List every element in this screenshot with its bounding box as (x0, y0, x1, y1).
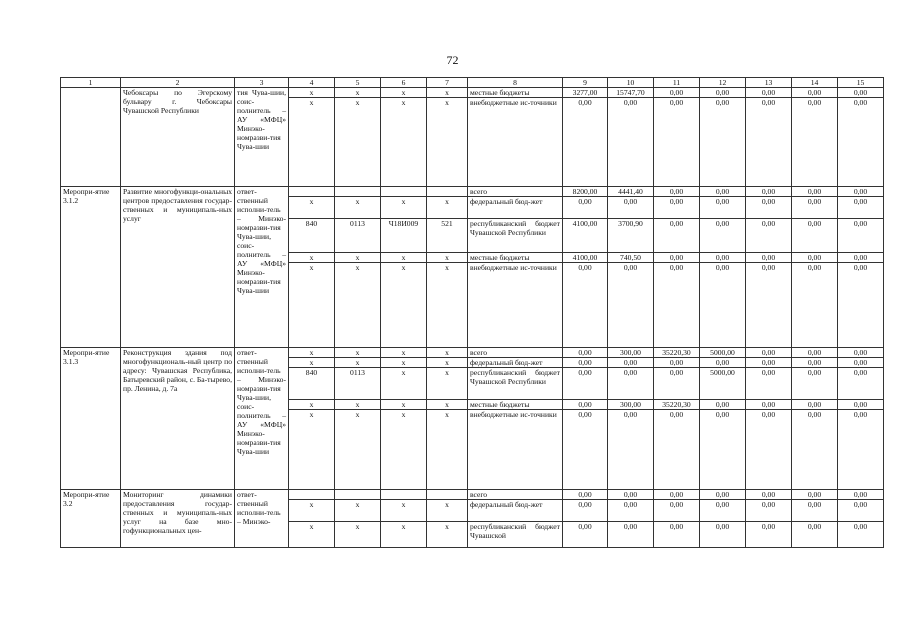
section-code-cell: x (335, 263, 381, 348)
section-code-cell: x (335, 400, 381, 410)
target-article-cell: x (381, 400, 427, 410)
gov-code-cell: x (289, 253, 335, 263)
amount-cell-13: 0,00 (746, 219, 792, 253)
amount-cell-10: 300,00 (608, 348, 654, 358)
amount-cell-13: 0,00 (746, 187, 792, 197)
amount-cell-12: 0,00 (700, 88, 746, 98)
amount-cell-14: 0,00 (792, 197, 838, 219)
amount-cell-15: 0,00 (838, 500, 884, 522)
amount-cell-12: 0,00 (700, 98, 746, 187)
section-code-cell: 0113 (335, 219, 381, 253)
expense-type-cell (427, 490, 468, 500)
header-cell-6: 6 (381, 78, 427, 88)
amount-cell-11: 0,00 (654, 253, 700, 263)
expense-type-cell: x (427, 522, 468, 548)
gov-code-cell: x (289, 197, 335, 219)
section-code-cell: x (335, 500, 381, 522)
header-cell-9: 9 (563, 78, 608, 88)
funding-source-cell: республиканский бюджет Чувашской Республики (468, 368, 563, 400)
expense-type-cell: x (427, 88, 468, 98)
funding-source-cell: федеральный бюд-жет (468, 500, 563, 522)
amount-cell-15: 0,00 (838, 348, 884, 358)
budget-table (60, 77, 884, 548)
target-article-cell: Ч18И009 (381, 219, 427, 253)
amount-cell-15: 0,00 (838, 522, 884, 548)
gov-code-cell: x (289, 348, 335, 358)
expense-type-cell: x (427, 253, 468, 263)
amount-cell-13: 0,00 (746, 197, 792, 219)
amount-cell-10: 0,00 (608, 490, 654, 500)
amount-cell-9: 0,00 (563, 197, 608, 219)
amount-cell-15: 0,00 (838, 358, 884, 368)
amount-cell-10: 0,00 (608, 368, 654, 400)
amount-cell-10: 0,00 (608, 500, 654, 522)
header-cell-11: 11 (654, 78, 700, 88)
amount-cell-11: 0,00 (654, 88, 700, 98)
funding-source-cell: всего (468, 187, 563, 197)
funding-source-cell: республиканский бюджет Чувашской (468, 522, 563, 548)
amount-cell-10: 0,00 (608, 522, 654, 548)
amount-cell-14: 0,00 (792, 88, 838, 98)
header-cell-1: 1 (61, 78, 121, 88)
gov-code-cell: 840 (289, 219, 335, 253)
target-article-cell (381, 187, 427, 197)
executor-cell: ответ-ственный исполни-тель – Минэко-номразви-тия Чува-шии, соис-полнитель – АУ «МФЦ» Минэко-номразви-тия Чува-шии (235, 348, 289, 490)
amount-cell-13: 0,00 (746, 368, 792, 400)
amount-cell-9: 0,00 (563, 368, 608, 400)
amount-cell-13: 0,00 (746, 500, 792, 522)
funding-source-cell: республиканский бюджет Чувашской Республики (468, 219, 563, 253)
expense-type-cell: x (427, 358, 468, 368)
amount-cell-14: 0,00 (792, 219, 838, 253)
amount-cell-9: 0,00 (563, 500, 608, 522)
section-code-cell: x (335, 253, 381, 263)
header-cell-12: 12 (700, 78, 746, 88)
table-row (61, 187, 884, 197)
funding-source-cell: внебюджетные ис-точники (468, 263, 563, 348)
page-number: 72 (446, 53, 459, 67)
amount-cell-15: 0,00 (838, 400, 884, 410)
amount-cell-11: 0,00 (654, 410, 700, 490)
amount-cell-15: 0,00 (838, 490, 884, 500)
expense-type-cell: x (427, 368, 468, 400)
amount-cell-14: 0,00 (792, 368, 838, 400)
amount-cell-12: 0,00 (700, 500, 746, 522)
amount-cell-9: 0,00 (563, 410, 608, 490)
amount-cell-12: 5000,00 (700, 348, 746, 358)
amount-cell-10: 0,00 (608, 358, 654, 368)
amount-cell-12: 0,00 (700, 219, 746, 253)
amount-cell-9: 0,00 (563, 348, 608, 358)
header-cell-7: 7 (427, 78, 468, 88)
header-cell-10: 10 (608, 78, 654, 88)
amount-cell-14: 0,00 (792, 98, 838, 187)
funding-source-cell: местные бюджеты (468, 253, 563, 263)
amount-cell-14: 0,00 (792, 348, 838, 358)
expense-type-cell: x (427, 348, 468, 358)
amount-cell-11: 0,00 (654, 187, 700, 197)
amount-cell-10: 0,00 (608, 410, 654, 490)
expense-type-cell (427, 187, 468, 197)
executor-cell: тия Чува-шии, соис-полнитель – АУ «МФЦ» Минэко-номразви-тия Чува-шии (235, 88, 289, 187)
amount-cell-11: 0,00 (654, 522, 700, 548)
header-cell-15: 15 (838, 78, 884, 88)
amount-cell-11: 0,00 (654, 368, 700, 400)
amount-cell-11: 0,00 (654, 98, 700, 187)
amount-cell-12: 5000,00 (700, 368, 746, 400)
header-cell-13: 13 (746, 78, 792, 88)
amount-cell-9: 0,00 (563, 358, 608, 368)
header-cell-5: 5 (335, 78, 381, 88)
event-name-cell: Реконструкция здания под многофункциональ-ный центр по адресу: Чувашская Республика, Батыревский район, с. Ба-тырево, пр. Ленина, д. 7а (121, 348, 235, 490)
amount-cell-12: 0,00 (700, 263, 746, 348)
amount-cell-11: 0,00 (654, 490, 700, 500)
amount-cell-10: 3700,90 (608, 219, 654, 253)
expense-type-cell: x (427, 410, 468, 490)
amount-cell-13: 0,00 (746, 263, 792, 348)
amount-cell-11: 0,00 (654, 358, 700, 368)
amount-cell-15: 0,00 (838, 368, 884, 400)
target-article-cell: x (381, 98, 427, 187)
gov-code-cell (289, 490, 335, 500)
section-code-cell (335, 490, 381, 500)
expense-type-cell: x (427, 197, 468, 219)
amount-cell-15: 0,00 (838, 263, 884, 348)
header-cell-3: 3 (235, 78, 289, 88)
amount-cell-9: 8200,00 (563, 187, 608, 197)
gov-code-cell: x (289, 98, 335, 187)
target-article-cell: x (381, 88, 427, 98)
amount-cell-13: 0,00 (746, 358, 792, 368)
amount-cell-10: 740,50 (608, 253, 654, 263)
header-cell-14: 14 (792, 78, 838, 88)
amount-cell-11: 35220,30 (654, 348, 700, 358)
amount-cell-14: 0,00 (792, 187, 838, 197)
expense-type-cell: x (427, 263, 468, 348)
event-number-cell: Меропри-ятие 3.1.2 (61, 187, 121, 348)
amount-cell-9: 0,00 (563, 263, 608, 348)
executor-cell: ответ-ственный исполни-тель – Минэко-номразви-тия Чува-шии, соис-полнитель – АУ «МФЦ» Минэко-номразви-тия Чува-шии (235, 187, 289, 348)
target-article-cell: x (381, 348, 427, 358)
funding-source-cell: внебюджетные ис-точники (468, 410, 563, 490)
target-article-cell: x (381, 368, 427, 400)
funding-source-cell: местные бюджеты (468, 88, 563, 98)
amount-cell-12: 0,00 (700, 187, 746, 197)
amount-cell-15: 0,00 (838, 88, 884, 98)
section-code-cell: x (335, 410, 381, 490)
event-name-cell: Мониторинг динамики предоставления государ-ственных и муниципаль-ных услуг на базе мно-гофункциональных цен- (121, 490, 235, 548)
amount-cell-15: 0,00 (838, 410, 884, 490)
gov-code-cell: x (289, 500, 335, 522)
amount-cell-13: 0,00 (746, 522, 792, 548)
target-article-cell: x (381, 410, 427, 490)
target-article-cell: x (381, 253, 427, 263)
amount-cell-15: 0,00 (838, 197, 884, 219)
amount-cell-13: 0,00 (746, 88, 792, 98)
gov-code-cell: x (289, 88, 335, 98)
amount-cell-12: 0,00 (700, 490, 746, 500)
target-article-cell: x (381, 500, 427, 522)
amount-cell-13: 0,00 (746, 348, 792, 358)
amount-cell-15: 0,00 (838, 98, 884, 187)
gov-code-cell: x (289, 522, 335, 548)
executor-cell: ответ-ственный исполни-тель – Минэко- (235, 490, 289, 548)
amount-cell-14: 0,00 (792, 400, 838, 410)
section-code-cell: x (335, 358, 381, 368)
funding-source-cell: всего (468, 490, 563, 500)
funding-source-cell: федеральный бюд-жет (468, 197, 563, 219)
target-article-cell: x (381, 263, 427, 348)
amount-cell-10: 0,00 (608, 197, 654, 219)
section-code-cell: x (335, 88, 381, 98)
target-article-cell: x (381, 197, 427, 219)
header-row (61, 78, 884, 88)
amount-cell-10: 4441,40 (608, 187, 654, 197)
expense-type-cell: x (427, 98, 468, 187)
amount-cell-15: 0,00 (838, 219, 884, 253)
amount-cell-12: 0,00 (700, 410, 746, 490)
header-cell-4: 4 (289, 78, 335, 88)
amount-cell-9: 4100,00 (563, 219, 608, 253)
gov-code-cell: x (289, 263, 335, 348)
gov-code-cell: x (289, 410, 335, 490)
section-code-cell: x (335, 522, 381, 548)
amount-cell-12: 0,00 (700, 253, 746, 263)
expense-type-cell: 521 (427, 219, 468, 253)
target-article-cell: x (381, 358, 427, 368)
amount-cell-10: 300,00 (608, 400, 654, 410)
expense-type-cell: x (427, 400, 468, 410)
amount-cell-14: 0,00 (792, 263, 838, 348)
event-number-cell: Меропри-ятие 3.1.3 (61, 348, 121, 490)
amount-cell-13: 0,00 (746, 490, 792, 500)
amount-cell-15: 0,00 (838, 187, 884, 197)
amount-cell-13: 0,00 (746, 410, 792, 490)
funding-source-cell: местные бюджеты (468, 400, 563, 410)
event-number-cell: Меропри-ятие 3.2 (61, 490, 121, 548)
amount-cell-14: 0,00 (792, 358, 838, 368)
amount-cell-9: 0,00 (563, 98, 608, 187)
gov-code-cell: x (289, 358, 335, 368)
funding-source-cell: всего (468, 348, 563, 358)
amount-cell-10: 0,00 (608, 98, 654, 187)
amount-cell-12: 0,00 (700, 358, 746, 368)
amount-cell-15: 0,00 (838, 253, 884, 263)
amount-cell-13: 0,00 (746, 253, 792, 263)
amount-cell-12: 0,00 (700, 522, 746, 548)
amount-cell-9: 0,00 (563, 400, 608, 410)
expense-type-cell: x (427, 500, 468, 522)
funding-source-cell: внебюджетные ис-точники (468, 98, 563, 187)
amount-cell-14: 0,00 (792, 253, 838, 263)
table-row (61, 490, 884, 500)
amount-cell-11: 0,00 (654, 500, 700, 522)
amount-cell-9: 4100,00 (563, 253, 608, 263)
amount-cell-14: 0,00 (792, 490, 838, 500)
amount-cell-11: 35220,30 (654, 400, 700, 410)
gov-code-cell (289, 187, 335, 197)
target-article-cell: x (381, 522, 427, 548)
amount-cell-9: 3277,00 (563, 88, 608, 98)
header-cell-2: 2 (121, 78, 235, 88)
amount-cell-14: 0,00 (792, 522, 838, 548)
gov-code-cell: x (289, 400, 335, 410)
amount-cell-11: 0,00 (654, 219, 700, 253)
table-row (61, 88, 884, 98)
header-cell-8: 8 (468, 78, 563, 88)
amount-cell-13: 0,00 (746, 98, 792, 187)
event-name-cell: Чебоксары по Эгерскому бульвару г. Чебоксары Чувашской Республики (121, 88, 235, 187)
target-article-cell (381, 490, 427, 500)
event-name-cell: Развитие многофункци-ональных центров предоставления государ-ственных и муниципаль-ных услуг (121, 187, 235, 348)
amount-cell-9: 0,00 (563, 522, 608, 548)
section-code-cell (335, 187, 381, 197)
amount-cell-10: 0,00 (608, 263, 654, 348)
section-code-cell: x (335, 348, 381, 358)
amount-cell-9: 0,00 (563, 490, 608, 500)
amount-cell-13: 0,00 (746, 400, 792, 410)
gov-code-cell: 840 (289, 368, 335, 400)
section-code-cell: x (335, 98, 381, 187)
amount-cell-14: 0,00 (792, 500, 838, 522)
section-code-cell: x (335, 197, 381, 219)
funding-source-cell: федеральный бюд-жет (468, 358, 563, 368)
amount-cell-11: 0,00 (654, 263, 700, 348)
amount-cell-10: 15747,70 (608, 88, 654, 98)
amount-cell-14: 0,00 (792, 410, 838, 490)
section-code-cell: 0113 (335, 368, 381, 400)
amount-cell-11: 0,00 (654, 197, 700, 219)
table-row (61, 348, 884, 358)
amount-cell-12: 0,00 (700, 197, 746, 219)
event-number-cell (61, 88, 121, 187)
amount-cell-12: 0,00 (700, 400, 746, 410)
